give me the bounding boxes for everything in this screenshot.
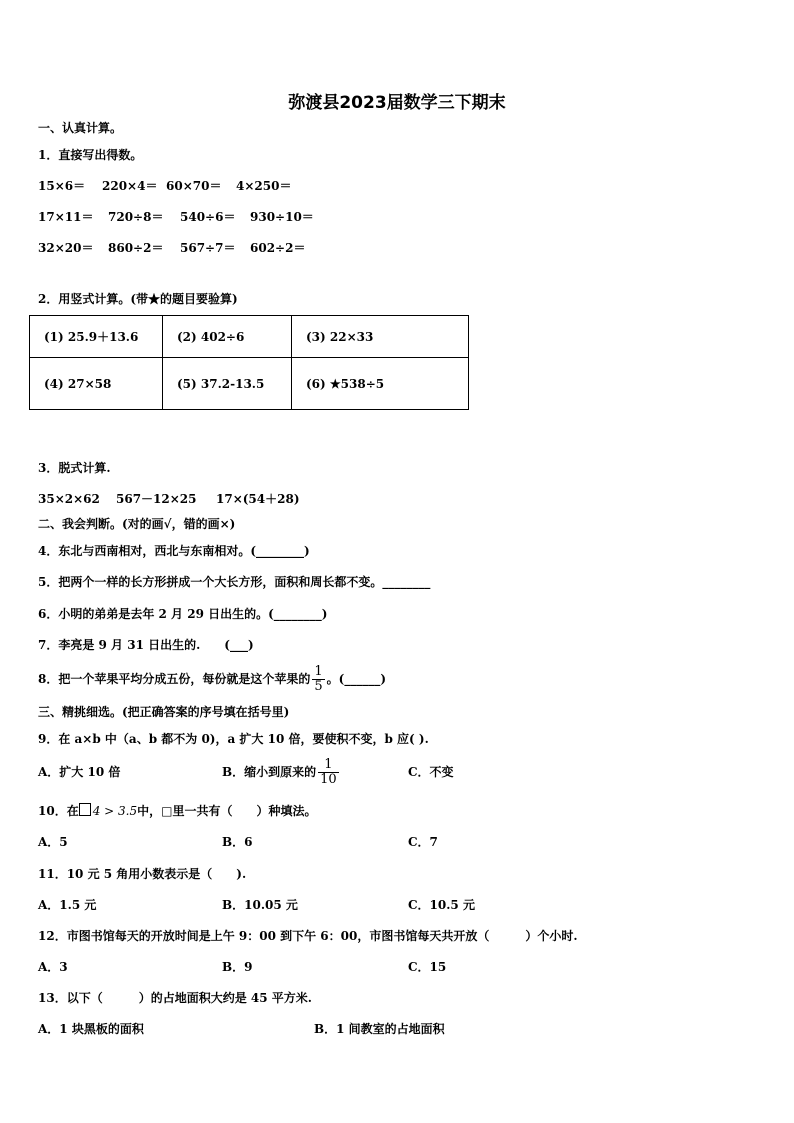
q13-options bbox=[38, 1021, 445, 1037]
q1-item: 930÷10＝ bbox=[250, 210, 314, 224]
q1-row-1 bbox=[38, 178, 291, 194]
q10-options bbox=[38, 834, 438, 850]
q10-stem bbox=[38, 803, 316, 819]
q10-option-c: C．7 bbox=[408, 835, 438, 849]
table-cell: (5) 37.2-13.5 bbox=[163, 358, 292, 410]
q1-item: 60×70＝ bbox=[166, 179, 222, 193]
q3-label: 3．脱式计算. bbox=[38, 461, 111, 475]
q9-option-a: A．扩大 10 倍 bbox=[38, 765, 121, 779]
q8-text: 8．把一个苹果平均分成五份，每份就是这个苹果的 bbox=[38, 672, 311, 686]
q10-option-a: A．5 bbox=[38, 835, 68, 849]
q4: 4．东北与西南相对，西北与东南相对。(________) bbox=[38, 544, 310, 558]
q1-item: 4×250＝ bbox=[236, 179, 292, 193]
q1-row-3 bbox=[38, 240, 305, 256]
table-row bbox=[30, 316, 469, 358]
table-row bbox=[30, 358, 469, 410]
q1-item: 17×11＝ bbox=[38, 210, 94, 224]
fraction-numerator: 1 bbox=[314, 664, 323, 679]
q5: 5．把两个一样的长方形拼成一个大长方形，面积和周长都不变。________ bbox=[38, 575, 431, 589]
q1-item: 720÷8＝ bbox=[108, 210, 164, 224]
fraction bbox=[318, 758, 339, 787]
q12-option-c: C．15 bbox=[408, 960, 447, 974]
fraction-denominator: 10 bbox=[320, 772, 337, 787]
table-cell: (1) 25.9＋13.6 bbox=[30, 316, 163, 358]
fraction-numerator: 1 bbox=[318, 758, 339, 773]
q1-label: 1．直接写出得数。 bbox=[38, 148, 143, 162]
q10-math: 4 > 3.5 bbox=[92, 804, 138, 818]
q1-item: 15×6＝ bbox=[38, 179, 86, 193]
page-title: 弥渡县2023届数学三下期末 bbox=[288, 93, 506, 113]
q1-item: 220×4＝ bbox=[102, 179, 158, 193]
q6: 6．小明的弟弟是去年 2 月 29 日出生的。(________) bbox=[38, 607, 328, 621]
q2-label: 2．用竖式计算。(带★的题目要验算) bbox=[38, 292, 238, 306]
q3-item: 17×(54＋28) bbox=[216, 492, 300, 506]
q13-option-a: A．1 块黑板的面积 bbox=[38, 1022, 144, 1036]
q1-item: 860÷2＝ bbox=[108, 241, 164, 255]
q3-item: 35×2×62 bbox=[38, 492, 100, 506]
q11-option-b: B．10.05 元 bbox=[222, 898, 298, 912]
q8-blank: 。(______) bbox=[326, 672, 386, 686]
section3-heading: 三、精挑细选。(把正确答案的序号填在括号里) bbox=[38, 705, 290, 719]
table-cell: (4) 27×58 bbox=[30, 358, 163, 410]
q1-item: 602÷2＝ bbox=[250, 241, 306, 255]
q12-option-a: A．3 bbox=[38, 960, 68, 974]
q11-option-c: C．10.5 元 bbox=[408, 898, 475, 912]
q9-options bbox=[38, 755, 454, 789]
q1-item: 540÷6＝ bbox=[180, 210, 236, 224]
q12-option-b: B．9 bbox=[222, 960, 253, 974]
blank-box-icon bbox=[79, 803, 91, 816]
q12-options bbox=[38, 959, 446, 975]
q11-stem: 11．10 元 5 角用小数表示是（ ). bbox=[38, 867, 247, 881]
q3-item: 567－12×25 bbox=[116, 492, 197, 506]
q9-option-c: C．不变 bbox=[408, 765, 454, 779]
q12-stem: 12．市图书馆每天的开放时间是上午 9：00 到下午 6：00，市图书馆每天共开放（ ）个小时. bbox=[38, 929, 578, 943]
q7: 7．李亮是 9 月 31 日出生的. (___) bbox=[38, 638, 254, 652]
vertical-calc-table bbox=[29, 315, 469, 410]
q1-row-2 bbox=[38, 209, 314, 225]
q1-item: 567÷7＝ bbox=[180, 241, 236, 255]
table-cell: (6) ★538÷5 bbox=[292, 358, 469, 410]
section1-heading: 一、认真计算。 bbox=[38, 121, 123, 135]
q10-stem-tail: 中，□里一共有（ ）种填法。 bbox=[137, 804, 317, 818]
q3-items bbox=[38, 491, 300, 507]
q9-option-b-text: B．缩小到原来的 bbox=[222, 765, 317, 779]
q13-option-b: B．1 间教室的占地面积 bbox=[314, 1022, 445, 1036]
table-cell: (3) 22×33 bbox=[292, 316, 469, 358]
q10-stem-text: 10．在 bbox=[38, 804, 79, 818]
fraction-denominator: 5 bbox=[314, 679, 323, 694]
q11-options bbox=[38, 897, 475, 913]
q11-option-a: A．1.5 元 bbox=[38, 898, 97, 912]
table-cell: (2) 402÷6 bbox=[163, 316, 292, 358]
section2-heading: 二、我会判断。(对的画√，错的画×) bbox=[38, 517, 236, 531]
q9-option-b bbox=[222, 755, 408, 789]
fraction bbox=[312, 665, 324, 694]
q8 bbox=[38, 662, 386, 696]
q13-stem: 13．以下（ ）的占地面积大约是 45 平方米. bbox=[38, 991, 312, 1005]
q10-option-b: B．6 bbox=[222, 835, 253, 849]
q1-item: 32×20＝ bbox=[38, 241, 94, 255]
q9-stem: 9．在 a×b 中（a、b 都不为 0)，a 扩大 10 倍，要使积不变，b 应( ). bbox=[38, 732, 429, 746]
